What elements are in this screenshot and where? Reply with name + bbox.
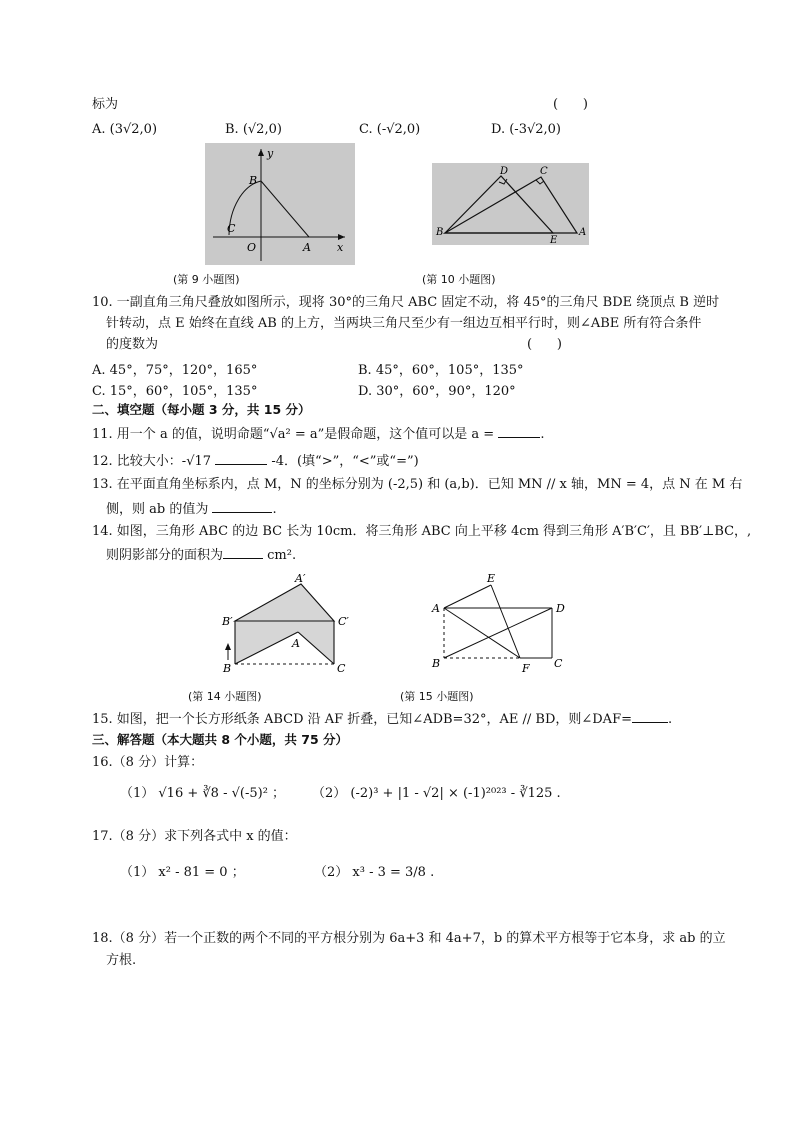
- label-b: B: [436, 227, 444, 238]
- q12-text-b: -4．(填“>”，“<”或“=”): [271, 454, 419, 469]
- q10-answer-paren: ( ): [527, 337, 562, 352]
- q11: [92, 425, 544, 443]
- label-b: B: [223, 662, 232, 675]
- label-a: A: [579, 227, 587, 238]
- q9-option-c[interactable]: C. (-√2,0): [359, 122, 421, 137]
- q10-option-d[interactable]: D. 30°，60°，90°，120°: [358, 384, 516, 399]
- figure-10: [432, 163, 589, 245]
- label-c1: C′: [338, 615, 349, 628]
- q10-stem-line-1: 10. 一副直角三角尺叠放如图所示，现将 30°的三角尺 ABC 固定不动，将 45°的三角尺 BDE 绕顶点 B 逆时: [92, 295, 720, 310]
- label-c: C: [337, 662, 346, 675]
- q15-text: 15. 如图，把一个长方形纸条 ABCD 沿 AF 折叠，已知∠ADB=32°，AE // BD，则∠DAF=: [92, 712, 632, 727]
- q13-line-1: 13. 在平面直角坐标系内，点 M，N 的坐标分别为 (-2,5) 和 (a,b)．已知 MN // x 轴，MN = 4，点 N 在 M 右: [92, 477, 743, 492]
- q10-stem-line-3: 的度数为: [106, 337, 159, 352]
- label-e: E: [487, 572, 496, 585]
- q9-option-d[interactable]: D. (-3√2,0): [491, 122, 561, 137]
- q11-text: 11. 用一个 a 的值，说明命题“√a² = a”是假命题，这个值可以是 a =: [92, 427, 495, 442]
- label-y: y: [267, 147, 274, 160]
- label-x: x: [337, 241, 344, 254]
- figure-9-background: [205, 143, 355, 265]
- shaded-region: [235, 584, 334, 664]
- figure-15-caption: (第 15 小题图): [400, 690, 474, 703]
- q15-answer-blank[interactable]: [632, 710, 668, 723]
- q17-part-1: （1） x² - 81 = 0 ；: [120, 865, 245, 880]
- q14-line-2: [106, 546, 296, 564]
- q13-end: .: [272, 502, 277, 517]
- label-d: D: [556, 602, 565, 615]
- q16-part-2: （2） (-2)³ + |1 - √2| × (-1)²⁰²³ - ∛125 .: [312, 786, 561, 801]
- segment-ae: [444, 585, 491, 608]
- segment-af: [444, 608, 520, 658]
- q12: [92, 452, 419, 470]
- label-d: D: [500, 166, 509, 177]
- figure-14: [218, 570, 358, 678]
- q14-line-1: 14. 如图，三角形 ABC 的边 BC 长为 10cm．将三角形 ABC 向上平移 4cm 得到三角形 A′B′C′，且 BB′⊥BC，,: [92, 524, 752, 539]
- label-c: C: [540, 166, 548, 177]
- label-o: O: [247, 241, 257, 254]
- figure-15: [428, 570, 578, 678]
- segment-ef: [491, 585, 520, 658]
- translation-arrow-head: [225, 643, 231, 650]
- section-3-title: 三、解答题（本大题共 8 个小题，共 75 分）: [92, 732, 349, 747]
- label-a: A: [432, 602, 440, 615]
- q17-part-2: （2） x³ - 3 = 3/8 .: [314, 865, 435, 880]
- q14-unit: cm².: [267, 548, 297, 563]
- q10-option-c[interactable]: C. 15°，60°，105°，135°: [92, 384, 258, 399]
- q10-stem-line-2: 针转动，点 E 始终在直线 AB 的上方，当两块三角尺至少有一组边互相平行时，则∠ABE 所有符合条件: [106, 316, 702, 331]
- figure-9-caption: (第 9 小题图): [173, 273, 240, 286]
- q12-text-a: 12. 比较大小：-√17: [92, 454, 212, 469]
- q13-answer-blank[interactable]: [212, 500, 272, 513]
- q9-option-b[interactable]: B. (√2,0): [225, 122, 282, 137]
- label-e: E: [550, 235, 558, 245]
- section-2-title: 二、填空题（每小题 3 分，共 15 分）: [92, 402, 311, 417]
- label-c: C: [554, 657, 563, 670]
- segment-bd: [444, 608, 552, 658]
- q13-text: 侧，则 ab 的值为: [106, 502, 209, 517]
- label-b: B: [432, 657, 441, 670]
- q18-line-1: 18.（8 分）若一个正数的两个不同的平方根分别为 6a+3 和 4a+7，b 的算术平方根等于它本身，求 ab 的立: [92, 931, 726, 946]
- figure-14-caption: (第 14 小题图): [188, 690, 262, 703]
- q15-end: .: [667, 712, 673, 727]
- label-a1: A′: [295, 572, 306, 585]
- q14-text: 则阴影部分的面积为: [106, 548, 224, 563]
- q9-option-a[interactable]: A. (3√2,0): [92, 122, 158, 137]
- q16-part-1: （1） √16 + ∛8 - √(-5)² ；: [120, 786, 286, 801]
- q17-stem: 17.（8 分）求下列各式中 x 的值：: [92, 829, 297, 844]
- q14-answer-blank[interactable]: [223, 546, 263, 559]
- q11-end: .: [540, 427, 545, 442]
- q11-answer-blank[interactable]: [498, 425, 540, 438]
- figure-10-caption: (第 10 小题图): [422, 273, 496, 286]
- q10-option-a[interactable]: A. 45°，75°，120°，165°: [92, 363, 258, 378]
- q16-stem: 16.（8 分）计算：: [92, 755, 204, 770]
- q18-line-2: 方根.: [106, 953, 137, 968]
- label-a: A: [303, 241, 311, 254]
- q9-stem-tail: 标为: [92, 97, 119, 112]
- q12-answer-blank[interactable]: [215, 452, 267, 465]
- q9-answer-paren: ( ): [553, 97, 588, 112]
- label-b: B: [249, 174, 258, 187]
- label-a: A: [292, 637, 300, 650]
- label-c: C: [227, 222, 236, 235]
- label-b1: B′: [222, 615, 233, 628]
- figure-9: [205, 143, 355, 265]
- q15: [92, 710, 672, 728]
- q13-line-2: [106, 500, 277, 518]
- label-f: F: [522, 662, 530, 675]
- q10-option-b[interactable]: B. 45°，60°，105°，135°: [358, 363, 524, 378]
